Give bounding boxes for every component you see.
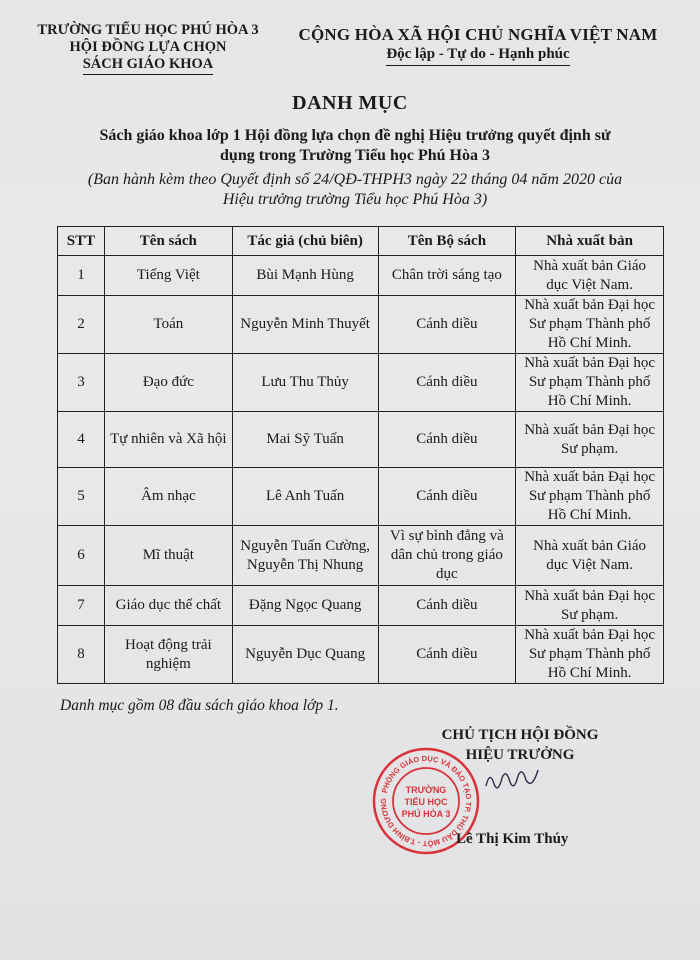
document-title: DANH MỤC [292,92,408,114]
signer-role-chair: CHỦ TỊCH HỘI ĐỒNG [441,727,599,743]
cell-publisher-line: Nhà xuất bản Đại học [524,469,656,485]
document-subtitle [60,126,650,166]
seal-center-line: TIỂU HỌC [404,797,448,807]
cell-publisher-line: Sư phạm. [560,606,619,623]
cell-author-line: Lê Anh Tuấn [265,488,345,504]
cell-series-line: Cánh diều [416,431,478,447]
cell-author-line: Nguyễn Tuấn Cường, [240,537,371,554]
col-header-series: Tên Bộ sách [378,227,516,256]
cell-series-line: Cánh diều [416,597,478,613]
cell-series [378,586,516,626]
cell-series-line: Chân trời sáng tạo [391,267,502,283]
table-row [58,354,664,412]
cell-stt: 4 [58,412,105,468]
cell-book: Hoạt động trải nghiệm [104,626,232,684]
col-header-stt: STT [58,227,105,256]
issuance-line: Hiệu trưởng trường Tiểu học Phú Hòa 3) [222,191,488,208]
cell-book: Mĩ thuật [104,526,232,586]
cell-author-line: Lưu Thu Thủy [261,374,349,390]
table-row [58,626,664,684]
cell-book: Tự nhiên và Xã hội [104,412,232,468]
cell-series-line: dân chủ trong giáo [390,547,503,563]
cell-publisher-line: Sư phạm Thành phố [528,374,651,390]
cell-author-line: Đặng Ngọc Quang [248,597,362,613]
cell-stt: 1 [58,256,105,296]
table-row [58,256,664,296]
subtitle-line: dụng trong Trường Tiểu học Phú Hòa 3 [220,147,490,164]
cell-publisher-line: Nhà xuất bản Đại học [524,355,656,371]
cell-publisher [516,586,664,626]
cell-publisher [516,412,664,468]
council-name: HỘI ĐỒNG LỰA CHỌN [69,39,227,55]
cell-series-line: Cánh diều [416,488,478,504]
cell-author-line: Nguyễn Minh Thuyết [240,316,370,332]
signer-role-principal: HIỆU TRƯỞNG [465,747,575,763]
cell-series-line: Cánh diều [416,646,478,662]
cell-series [378,526,516,586]
national-motto: Độc lập - Tự do - Hạnh phúc [386,45,569,66]
cell-publisher [516,354,664,412]
cell-author-line: Nguyễn Thị Nhung [246,556,364,573]
cell-series [378,256,516,296]
country-name: CỘNG HÒA XÃ HỘI CHỦ NGHĨA VIỆT NAM [298,25,658,44]
cell-publisher-line: Nhà xuất bản Giáo [533,537,647,554]
signer-name: Lê Thị Kim Thúy [456,831,569,847]
issuance-line: (Ban hành kèm theo Quyết định số 24/QĐ-THPH3 ngày 22 tháng 04 năm 2020 của [87,171,623,188]
issuance-note [40,170,670,210]
cell-publisher-line: Hồ Chí Minh. [547,507,632,523]
cell-author-line: Mai Sỹ Tuấn [266,431,344,447]
cell-stt: 6 [58,526,105,586]
cell-publisher-line: Nhà xuất bản Đại học [524,297,656,313]
cell-publisher-line: Nhà xuất bản Đại học [524,587,656,604]
cell-book: Đạo đức [104,354,232,412]
cell-book: Toán [104,296,232,354]
cell-publisher-line: Hồ Chí Minh. [547,393,632,409]
council-subject: SÁCH GIÁO KHOA [83,56,214,75]
summary-note: Danh mục gồm 08 đầu sách giáo khoa lớp 1. [60,697,339,714]
cell-book: Tiếng Việt [104,256,232,296]
cell-series [378,468,516,526]
cell-stt: 3 [58,354,105,412]
cell-series-line: Cánh diều [416,374,478,390]
cell-publisher-line: dục Việt Nam. [546,276,633,293]
seal-center-line: TRƯỜNG [405,785,447,795]
cell-publisher-line: Nhà xuất bản Giáo [533,257,647,274]
textbook-table [57,226,664,684]
seal-ring-text: PHÒNG GIÁO DỤC VÀ ĐÀO TẠO TP. THỦ DẦU MỘT - T.BÌNH DƯƠNG [378,753,474,849]
cell-author-line: Bùi Mạnh Hùng [256,267,354,283]
cell-publisher [516,526,664,586]
cell-series-line: Cánh diều [416,316,478,332]
cell-series [378,296,516,354]
col-header-author: Tác giả (chủ biên) [232,227,378,256]
cell-book: Âm nhạc [104,468,232,526]
table-row [58,468,664,526]
national-header [268,24,688,66]
cell-stt: 7 [58,586,105,626]
subtitle-line: Sách giáo khoa lớp 1 Hội đồng lựa chọn đề nghị Hiệu trưởng quyết định sử [99,127,611,144]
cell-series-line: Vì sự bình đẳng và [389,528,504,544]
cell-author [232,468,378,526]
cell-series [378,354,516,412]
col-header-book: Tên sách [104,227,232,256]
cell-publisher-line: Hồ Chí Minh. [547,335,632,351]
cell-publisher-line: Sư phạm Thành phố [528,316,651,332]
cell-publisher-line: Nhà xuất bản Đại học [524,627,656,643]
cell-stt: 2 [58,296,105,354]
cell-author [232,526,378,586]
cell-author [232,586,378,626]
table-header-row [58,227,664,256]
cell-publisher [516,468,664,526]
table-row [58,526,664,586]
cell-publisher-line: Sư phạm. [560,440,619,457]
cell-author [232,296,378,354]
col-header-publisher: Nhà xuất bản [516,227,664,256]
cell-author [232,256,378,296]
table-row [58,586,664,626]
cell-author [232,412,378,468]
cell-series [378,412,516,468]
school-header [28,22,268,75]
cell-series-line: dục [436,566,458,582]
cell-publisher [516,296,664,354]
cell-author [232,354,378,412]
cell-publisher-line: Sư phạm Thành phố [528,646,651,662]
school-name: TRƯỜNG TIỂU HỌC PHÚ HÒA 3 [37,22,259,38]
cell-publisher-line: Sư phạm Thành phố [528,488,651,504]
cell-stt: 5 [58,468,105,526]
table-row [58,412,664,468]
cell-publisher-line: Hồ Chí Minh. [547,665,632,681]
cell-publisher [516,256,664,296]
handwritten-signature [480,760,550,800]
cell-publisher-line: Nhà xuất bản Đại học [524,421,656,438]
cell-publisher [516,626,664,684]
table-row [58,296,664,354]
cell-series [378,626,516,684]
cell-book: Giáo dục thể chất [104,586,232,626]
cell-publisher-line: dục Việt Nam. [546,556,633,573]
cell-author-line: Nguyễn Dục Quang [245,646,366,662]
cell-author [232,626,378,684]
cell-stt: 8 [58,626,105,684]
seal-center-line: PHÚ HÒA 3 [401,809,451,819]
